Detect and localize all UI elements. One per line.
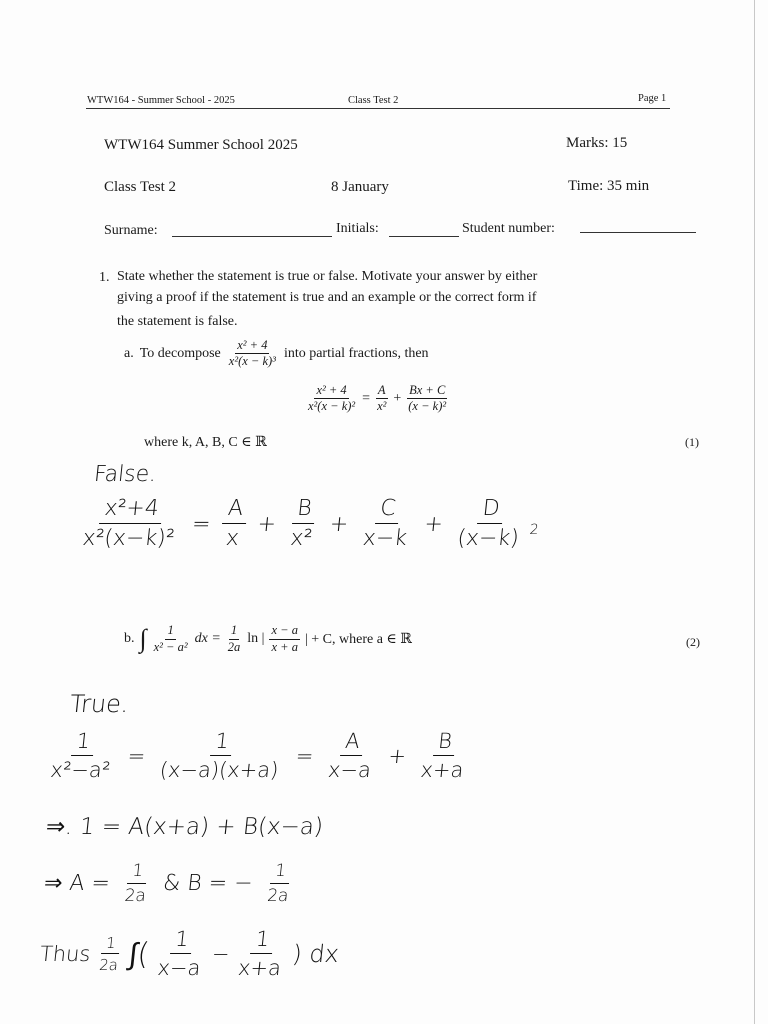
- answer-a-plus-3: +: [423, 511, 445, 537]
- b4-coefficient-den: 2a: [98, 956, 119, 975]
- part-a-fraction-den: x²(x − k)³: [228, 354, 276, 369]
- b1-b-den: x+a: [419, 758, 465, 783]
- question-number: 1.: [99, 270, 110, 285]
- eq-term-1: [375, 384, 388, 413]
- marks-total: Marks: 15: [566, 135, 628, 151]
- b3-a-den: 2a: [123, 885, 147, 906]
- answer-a-lhs-num: x²+4: [99, 497, 164, 524]
- b1-lhs: [45, 730, 118, 782]
- answer-b-line-1: [45, 730, 471, 782]
- b1-equals-2: =: [294, 744, 315, 769]
- eq-plus: +: [393, 390, 402, 406]
- part-b-log-num: x − a: [269, 624, 299, 639]
- integral-sign: ∫: [139, 624, 147, 653]
- b4-term-2-den: x+a: [236, 956, 283, 981]
- part-b-coefficient-den: 2a: [227, 639, 241, 654]
- b4-term-1: [152, 928, 208, 980]
- part-b-integrand-den: x² − a²: [153, 639, 188, 654]
- b1-lhs-den: x²−a²: [49, 758, 112, 783]
- answer-a-term-2-num: B: [292, 497, 317, 524]
- header-title: Class Test 2: [348, 95, 399, 106]
- question-text-line-2: giving a proof if the statement is true and an example or the correct form if: [117, 290, 537, 305]
- test-date: 8 January: [331, 179, 389, 195]
- answer-a-term-2-den: x²: [289, 526, 314, 552]
- b3-a-num: 1: [127, 862, 148, 884]
- b3-pre: ⇒ A =: [42, 871, 112, 897]
- page-edge: [754, 0, 755, 1024]
- part-a-post: into partial fractions, then: [283, 345, 429, 361]
- answer-a-term-3-num: C: [375, 497, 401, 524]
- part-a-label: a.: [124, 345, 134, 361]
- b4-coefficient-num: 1: [101, 935, 121, 955]
- answer-a-term-1-num: A: [222, 497, 248, 524]
- b1-mid-den: (x−a)(x+a): [158, 758, 280, 783]
- eq-term-2: [406, 384, 448, 413]
- header-rule: [86, 108, 670, 109]
- answer-a-term-3-den: x−k: [361, 526, 409, 552]
- eq-term-1-num: A: [376, 384, 388, 399]
- part-b-integrand-num: 1: [165, 624, 175, 639]
- part-b-log-den: x + a: [271, 639, 298, 654]
- header-page: Page 1: [638, 93, 667, 104]
- student-number-line: [580, 232, 696, 233]
- initials-label: Initials:: [336, 221, 379, 236]
- b3-a-value: [120, 862, 154, 905]
- surname-label: Surname:: [104, 223, 158, 238]
- b1-lhs-num: 1: [71, 730, 95, 756]
- answer-a-lhs-den: x²(x−k)²: [81, 526, 176, 552]
- part-b-label: b.: [124, 631, 135, 646]
- b4-pre: Thus: [38, 942, 92, 967]
- initials-line: [389, 236, 459, 237]
- part-b-coefficient: [226, 624, 243, 653]
- b4-term-1-den: x−a: [156, 956, 202, 981]
- answer-b-line-3: [42, 862, 296, 905]
- part-b-log-argument: [269, 624, 299, 653]
- part-b-dx: dx =: [194, 631, 221, 646]
- b4-coefficient: [94, 935, 125, 974]
- answer-a-equals: =: [190, 511, 212, 537]
- part-a-pre: To decompose: [139, 345, 221, 361]
- answer-a-lhs: [77, 497, 183, 551]
- b1-mid-num: 1: [210, 730, 234, 756]
- answer-a-term-4-den: (x−k): [456, 526, 521, 552]
- part-b-coefficient-num: 1: [229, 624, 239, 639]
- part-a-marks: (1): [685, 435, 699, 449]
- b4-close: ) dx: [291, 940, 341, 969]
- answer-a-term-4-exponent: 2: [528, 522, 540, 539]
- part-a-fraction-num: x² + 4: [235, 339, 269, 354]
- answer-a-term-1-den: x: [224, 526, 241, 552]
- b4-term-2: [233, 928, 289, 980]
- eq-lhs-den: x²(x − k)²: [308, 399, 356, 414]
- b4-term-2-num: 1: [250, 928, 274, 954]
- part-a-statement: [124, 339, 429, 368]
- b1-a-den: x−a: [326, 758, 373, 783]
- eq-term-1-den: x²: [377, 399, 387, 414]
- answer-b-verdict: True.: [68, 690, 131, 718]
- answer-a-plus-2: +: [328, 511, 350, 537]
- b4-minus: −: [210, 942, 231, 967]
- answer-a-term-1: [220, 497, 249, 551]
- answer-a-verdict: False.: [92, 462, 158, 487]
- eq-term-2-den: (x − k)²: [408, 399, 447, 414]
- part-b-ln: ln |: [247, 631, 265, 646]
- b3-b-den: 2a: [266, 885, 290, 906]
- eq-lhs: [306, 384, 357, 413]
- b1-a-term: [323, 730, 379, 782]
- b3-b-num: 1: [270, 862, 291, 884]
- question-text-line-1: State whether the statement is true or false. Motivate your answer by either: [117, 269, 538, 284]
- part-a-where: where k, A, B, C ∈ ℝ: [144, 435, 267, 450]
- answer-a-term-3: [357, 497, 415, 551]
- test-name: Class Test 2: [104, 179, 177, 195]
- part-b-tail: | + C, where a ∈ ℝ: [304, 631, 412, 647]
- b1-equals: =: [126, 744, 147, 769]
- answer-b-line-4: [37, 928, 341, 980]
- part-b-integrand: [152, 624, 190, 653]
- surname-line: [172, 236, 332, 237]
- b3-mid: & B = −: [161, 871, 254, 897]
- answer-a-plus-1: +: [256, 511, 278, 537]
- eq-term-2-num: Bx + C: [407, 384, 447, 399]
- b1-plus: +: [387, 744, 408, 769]
- part-b-marks: (2): [686, 635, 700, 649]
- question-text-line-3: the statement is false.: [117, 314, 238, 329]
- b1-b-num: B: [433, 730, 458, 756]
- answer-a-term-4: [452, 497, 527, 551]
- part-a-fraction: [227, 339, 278, 368]
- eq-lhs-num: x² + 4: [314, 384, 348, 399]
- part-a-equation: [306, 384, 448, 413]
- b3-b-value: [262, 862, 296, 905]
- eq-equals: =: [362, 390, 371, 406]
- test-duration: Time: 35 min: [568, 178, 650, 194]
- b1-b-term: [415, 730, 471, 782]
- header-course: WTW164 - Summer School - 2025: [87, 95, 235, 106]
- b4-term-1-num: 1: [170, 928, 194, 954]
- part-b-statement: [124, 624, 412, 654]
- b4-open: ∫(: [127, 936, 151, 972]
- answer-b-line-2: ⇒. 1 = A(x+a) + B(x−a): [44, 814, 325, 840]
- answer-a-decomposition: [77, 497, 542, 551]
- course-title: WTW164 Summer School 2025: [104, 137, 298, 153]
- answer-a-term-2: [285, 497, 321, 551]
- student-number-label: Student number:: [462, 221, 555, 236]
- answer-a-term-4-num: D: [477, 497, 505, 524]
- b1-mid: [155, 730, 287, 782]
- b1-a-num: A: [340, 730, 365, 756]
